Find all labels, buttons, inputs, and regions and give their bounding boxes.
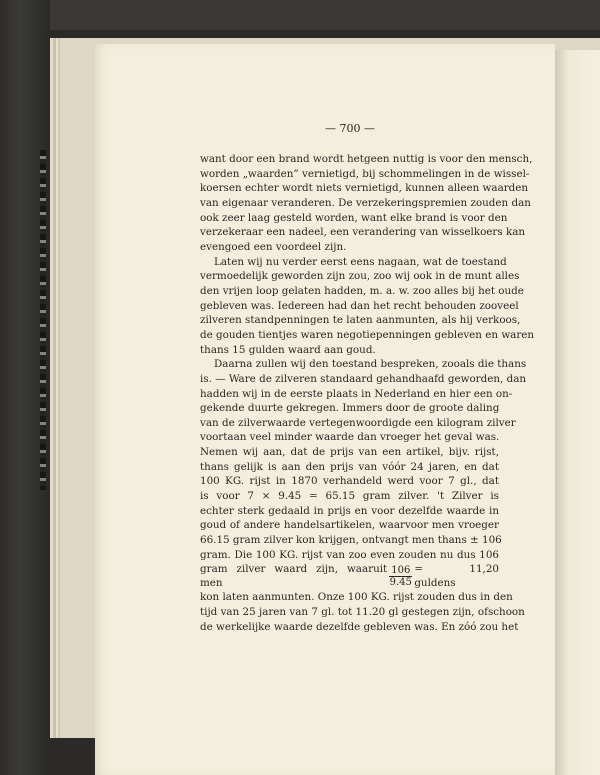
text-line: is. — Ware de zilveren standaard gehandhaafd geworden, dan [200, 372, 527, 385]
text-line: goud of andere handelsartikelen, waarvoor men vroeger [200, 519, 499, 532]
fraction-denominator: 9.45 [389, 576, 412, 588]
text-line: Laten wij nu verder eerst eens nagaan, wat de toestand [214, 255, 507, 268]
text-line: verzekeraar een nadeel, een verandering van wisselkoers kan [200, 226, 526, 239]
formula-line [200, 562, 499, 590]
text-line: Daarna zullen wij den toestand bespreken, zooals die thans [214, 358, 527, 371]
text-line: gebleven was. Iedereen had dan het recht behouden zooveel [200, 299, 519, 312]
text-line: hadden wij in de eerste plaats in Nederland en hier een on- [200, 387, 513, 400]
formula-prefix: gram zilver waard zijn, waaruit men [200, 562, 388, 590]
page-body [200, 152, 535, 634]
text-line: zilveren standpenningen te laten aanmunten, als hij verkoos, [200, 314, 521, 327]
text-line: want door een brand wordt hetgeen nuttig is voor den mensch, [200, 153, 533, 165]
text-line: voortaan veel minder waarde dan vroeger het geval was. [200, 431, 500, 444]
text-line: de gouden tientjes waren negotiepenningen gebleven en waren [200, 328, 535, 341]
text-line: ook zeer laag gesteld worden, want elke brand is voor den [200, 211, 508, 224]
text-line: is voor 7 × 9.45 = 65.15 gram zilver. 't Zilver is [200, 490, 499, 503]
text-line: van de zilverwaarde vertegenwoordigde een kilogram zilver [200, 416, 516, 429]
text-line: thans 15 gulden waard aan goud. [200, 343, 376, 356]
page-number: — 700 — [325, 122, 375, 135]
paragraph-1 [200, 152, 533, 255]
text-line: kon laten aanmunten. Onze 100 KG. rijst zouden dus in den [200, 591, 513, 604]
book-spine [0, 0, 50, 775]
text-line: tijd van 25 jaren van 7 gl. tot 11.20 gl gestegen zijn, ofschoon [200, 606, 525, 619]
formula-result: = 11,20 guldens [414, 562, 499, 590]
fraction-numerator: 106 [391, 564, 411, 576]
text-line: gram. Die 100 KG. rijst van zoo even zouden nu dus 106 [200, 548, 499, 561]
text-line: gekende duurte gekregen. Immers door de groote daling [200, 402, 500, 415]
text-line: 100 KG. rijst in 1870 verhandeld werd voor 7 gl., dat [200, 475, 499, 488]
paragraph-3 [200, 357, 527, 590]
fraction [389, 565, 412, 588]
facing-page-edge [555, 50, 600, 775]
text-line: den vrijen loop gelaten hadden, m. a. w. zoo alles bij het oude [200, 284, 524, 297]
text-line: koersen echter wordt niets vernietigd, kunnen alleen waarden [200, 182, 529, 195]
text-line: worden „waarden” vernietigd, bij schommelingen in de wissel- [200, 167, 530, 180]
paragraph-4 [200, 590, 525, 634]
text-line: de werkelijke waarde dezelfde gebleven was. En zóó zou het [200, 620, 519, 633]
paragraph-2 [200, 255, 535, 358]
text-line: Nemen wij aan, dat de prijs van een artikel, bijv. rijst, [200, 446, 499, 459]
text-line: van eigenaar veranderen. De verzekeringspremien zouden dan [200, 196, 531, 209]
text-line: vermoedelijk geworden zijn zou, zoo wij ook in de munt alles [200, 270, 520, 283]
text-line: evengoed een voordeel zijn. [200, 240, 347, 253]
text-line: thans gelijk is aan den prijs van vóór 24 jaren, en dat [200, 460, 499, 473]
text-line: echter sterk gedaald in prijs en voor dezelfde waarde in [200, 504, 499, 517]
text-line: 66.15 gram zilver kon krijgen, ontvangt men thans ± 106 [200, 534, 502, 547]
